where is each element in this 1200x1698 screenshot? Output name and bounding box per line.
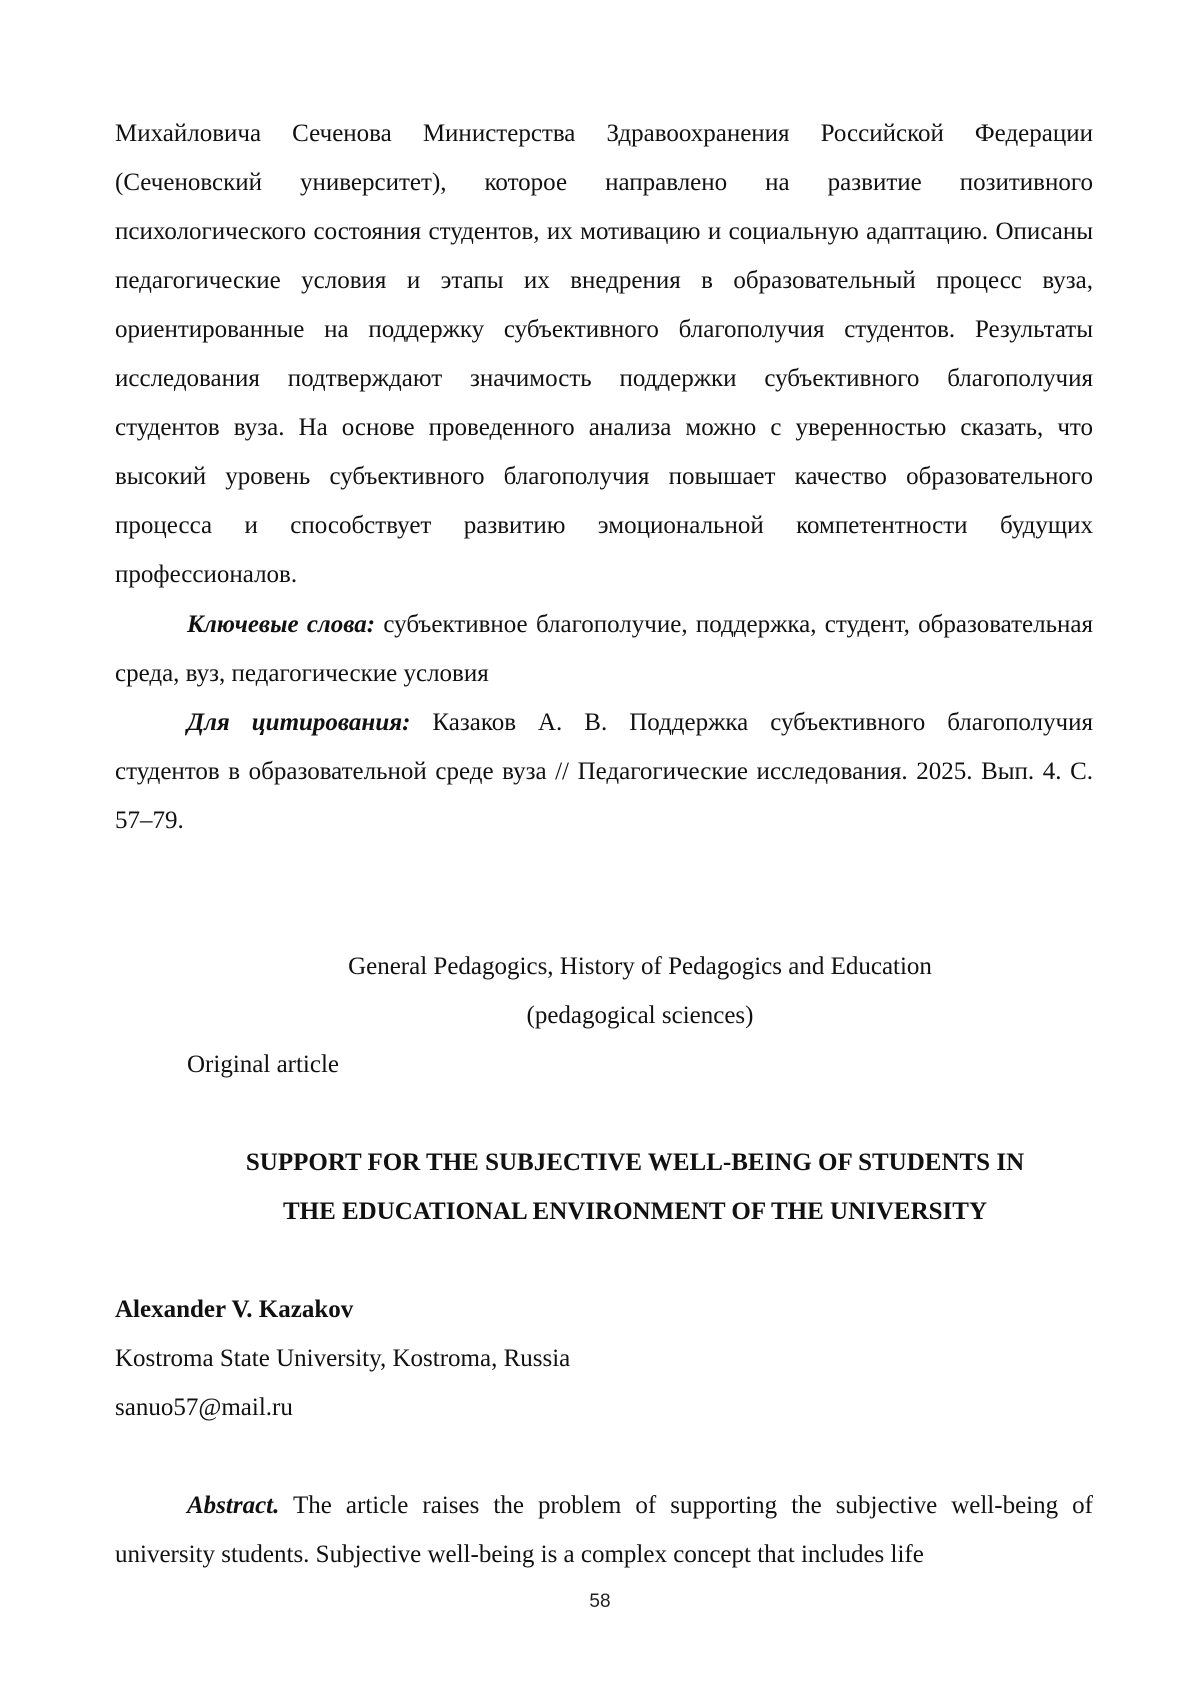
keywords-text: субъективное благополучие, поддержка, студент, образовательная среда, вуз, педагогические условия bbox=[115, 611, 1093, 687]
keywords-paragraph bbox=[115, 600, 1093, 698]
article-type-label: Original article bbox=[187, 1051, 340, 1078]
author-affiliation: Kostroma State University, Kostroma, Russia bbox=[115, 1345, 571, 1372]
abstract-label: Abstract. bbox=[187, 1492, 280, 1519]
page-number: 58 bbox=[589, 1591, 611, 1612]
author-email: sanuo57@mail.ru bbox=[115, 1394, 293, 1421]
section-heading-line-2: (pedagogical sciences) bbox=[526, 1002, 754, 1029]
abstract-text: The article raises the problem of supporting the subjective well-being of university students. Subjective well-being is a complex concept that includes life bbox=[115, 1492, 1093, 1568]
russian-abstract-paragraph: Михайловича Сеченова Министерства Здравоохранения Российской Федерации (Сеченовский университет), которое направлено на развитие позитивного психологического состояния студентов, их мотивацию и социальную адаптацию. Описаны педагогические условия и этапы их внедрения в образовательный процесс вуза, ориентированные на поддержку субъективного благополучия студентов. Результаты исследования подтверждают значимость поддержки субъективного благополучия студентов вуза. На основе проведенного анализа можно с уверенностью сказать, что высокий уровень субъективного благополучия повышает качество образовательного процесса и способствует развитию эмоциональной компетентности будущих профессионалов. bbox=[115, 120, 1093, 588]
citation-text: Казаков А. В. Поддержка субъективного благополучия студентов в образовательной среде вуза // Педагогические исследования. 2025. Вып. 4. С. 57–79. bbox=[115, 709, 1093, 834]
citation-label: Для цитирования: bbox=[187, 709, 411, 736]
citation-paragraph bbox=[115, 698, 1093, 845]
section-heading-line-1: General Pedagogics, History of Pedagogics and Education bbox=[348, 953, 932, 980]
article-title-line-1: SUPPORT FOR THE SUBJECTIVE WELL-BEING OF STUDENTS IN bbox=[245, 1149, 1025, 1176]
article-title-line-2: THE EDUCATIONAL ENVIRONMENT OF THE UNIVERSITY bbox=[282, 1198, 988, 1225]
author-name: Alexander V. Kazakov bbox=[115, 1296, 354, 1323]
keywords-label: Ключевые слова: bbox=[187, 611, 376, 638]
article-title bbox=[165, 1138, 1105, 1236]
abstract-paragraph bbox=[115, 1481, 1093, 1579]
